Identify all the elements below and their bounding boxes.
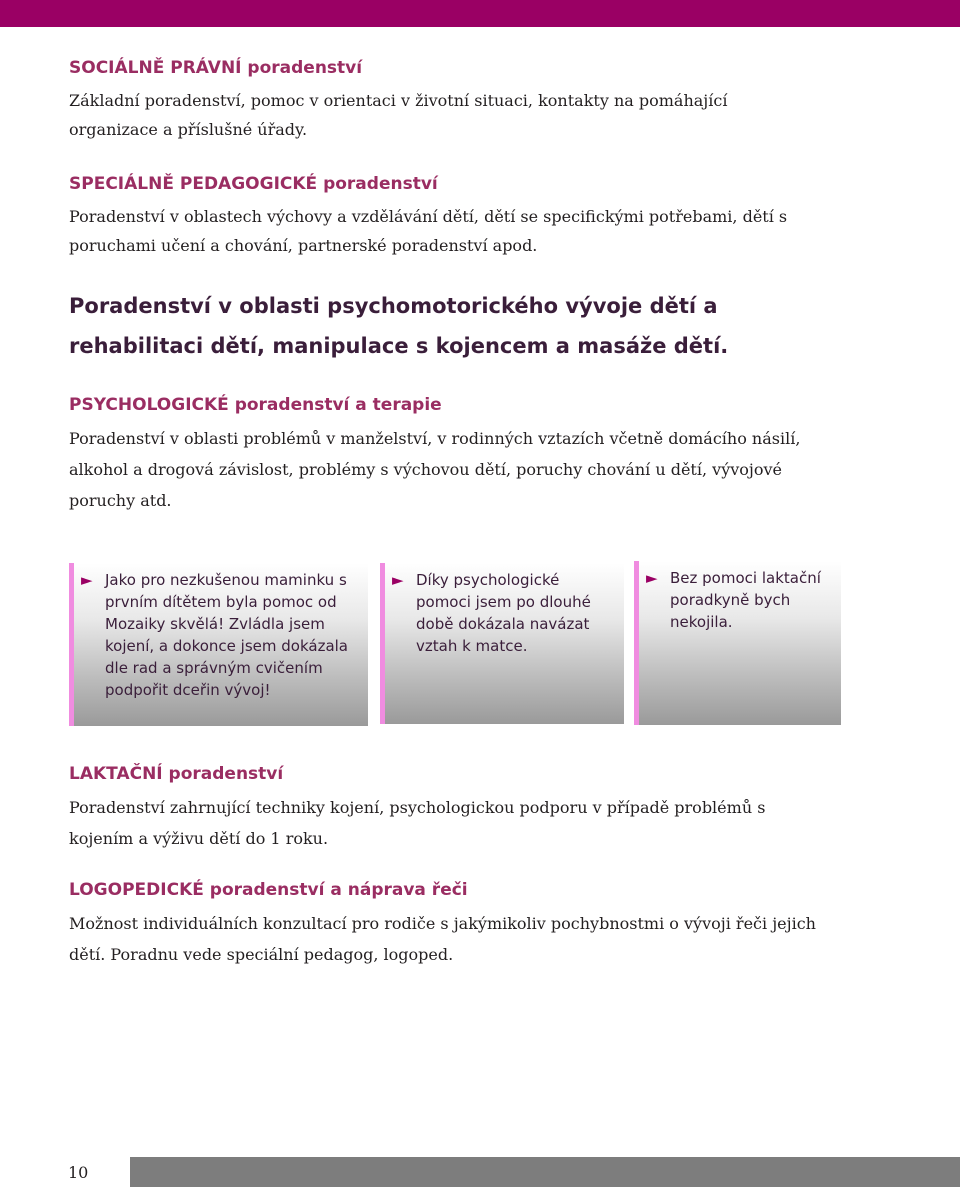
page-number-background xyxy=(0,1157,130,1187)
section-psychology xyxy=(69,393,839,516)
section-lactation xyxy=(69,762,839,854)
testimonial-text: ► Jako pro nezkušenou maminku s prvním dítětem byla pomoc od Mozaiky skvělá! Zvládla jsem kojení, a dokonce jsem dokázala dle rad a správným cvičením podpořit dceřin vývoj! xyxy=(81,571,349,699)
top-color-band xyxy=(0,0,960,27)
testimonial-text: ► Bez pomoci laktační poradkyně bych nekojila. xyxy=(646,569,821,631)
section-social-legal xyxy=(69,56,839,144)
accent-bar xyxy=(69,563,74,726)
arrow-icon: ► xyxy=(392,571,404,589)
footer-band xyxy=(0,1157,960,1187)
section-title: SOCIÁLNĚ PRÁVNÍ poradenství xyxy=(69,58,363,78)
testimonial-text: ► Díky psychologické pomoci jsem po dlouhé době dokázala navázat vztah k matce. xyxy=(392,571,591,655)
section-title: LAKTAČNÍ poradenství xyxy=(69,764,284,784)
section-title: PSYCHOLOGICKÉ poradenství a terapie xyxy=(69,395,442,415)
section-title: LOGOPEDICKÉ poradenství a náprava řeči xyxy=(69,880,468,900)
arrow-icon: ► xyxy=(81,571,93,589)
accent-bar xyxy=(634,561,639,725)
section-speech-therapy xyxy=(69,878,839,970)
testimonial-box-1 xyxy=(69,563,368,726)
section-text: Poradenství v oblastech výchovy a vzdělávání dětí, dětí se specifickými potřebami, dětí s poruchami učení a chování, partnerské poradenství apod. xyxy=(69,207,788,255)
testimonial-box-2 xyxy=(380,563,624,724)
section-text: Základní poradenství, pomoc v orientaci v životní situaci, kontakty na pomáhající organizace a příslušné úřady. xyxy=(69,91,728,139)
testimonial-box-3 xyxy=(634,561,841,725)
psychomotor-heading: Poradenství v oblasti psychomotorického vývoje dětí a rehabilitaci dětí, manipulace s kojencem a masáže dětí. xyxy=(69,294,729,358)
section-special-pedagogy xyxy=(69,172,839,260)
section-title: SPECIÁLNĚ PEDAGOGICKÉ poradenství xyxy=(69,174,438,194)
accent-bar xyxy=(380,563,385,724)
page-number: 10 xyxy=(68,1163,89,1182)
section-text: Poradenství zahrnující techniky kojení, psychologickou podporu v případě problémů s kojením a výživu dětí do 1 roku. xyxy=(69,798,766,848)
section-text: Možnost individuálních konzultací pro rodiče s jakýmikoliv pochybnostmi o vývoji řeči jejich dětí. Poradnu vede speciální pedagog, logoped. xyxy=(69,914,816,964)
arrow-icon: ► xyxy=(646,569,658,587)
section-text: Poradenství v oblasti problémů v manželství, v rodinných vztazích včetně domácího násilí, alkohol a drogová závislost, problémy s výchovou dětí, poruchy chování u dětí, vývojové poruchy atd. xyxy=(69,429,801,510)
